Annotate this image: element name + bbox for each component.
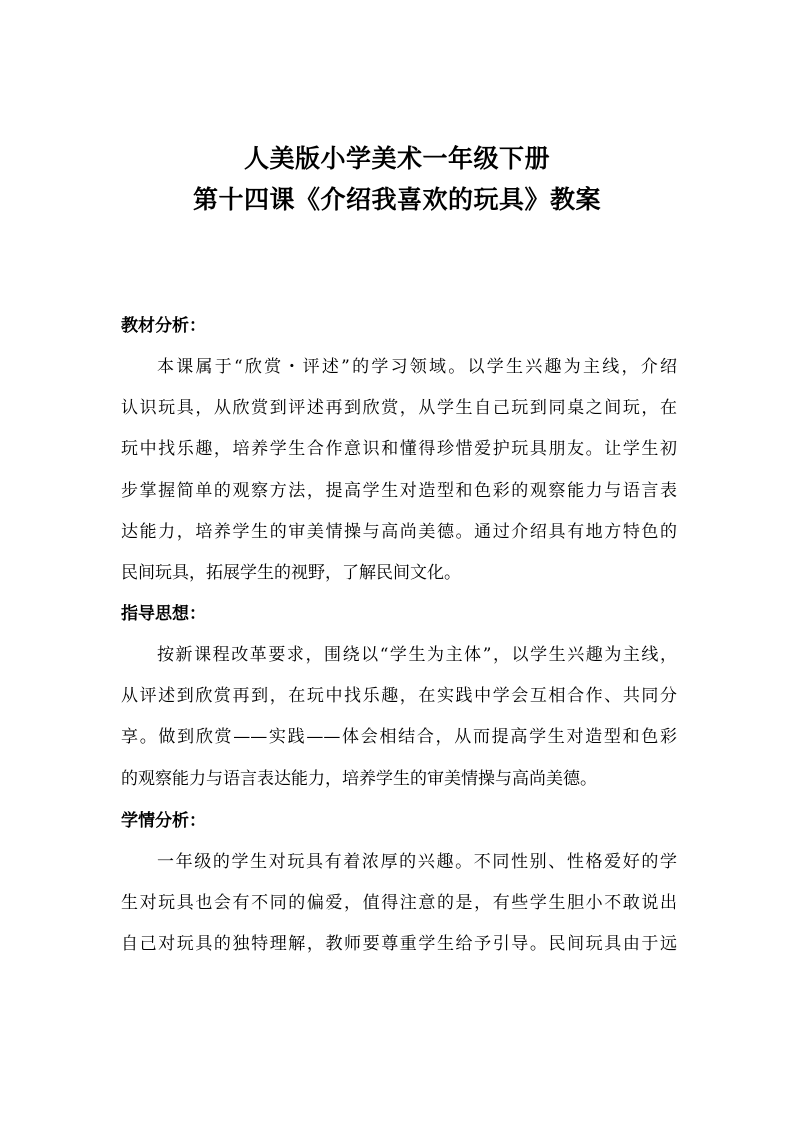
paragraph-line: 本课属于“欣赏・评述”的学习领域。以学生兴趣为主线，介绍: [157, 357, 677, 377]
document-title: 人美版小学美术一年级下册: [243, 144, 550, 173]
paragraph-line: 享。做到欣赏——实践——体会相结合，从而提高学生对造型和色彩: [121, 727, 677, 747]
section-heading: 学情分析：: [121, 811, 206, 831]
paragraph-line: 生对玩具也会有不同的偏爱，值得注意的是，有些学生胆小不敢说出: [121, 893, 677, 913]
document-subtitle: 第十四课《介绍我喜欢的玩具》教案: [192, 185, 601, 214]
paragraph-line: 自己对玩具的独特理解，教师要尊重学生给予引导。民间玩具由于远: [121, 934, 677, 954]
paragraph-line: 玩中找乐趣，培养学生合作意识和懂得珍惜爱护玩具朋友。让学生初: [121, 439, 677, 459]
paragraph-line: 从评述到欣赏再到，在玩中找乐趣，在实践中学会互相合作、共同分: [121, 686, 677, 706]
section-heading: 指导思想：: [121, 604, 206, 624]
section-heading: 教材分析：: [121, 316, 206, 336]
paragraph-line: 一年级的学生对玩具有着浓厚的兴趣。不同性别、性格爱好的学: [157, 852, 677, 872]
paragraph-line: 按新课程改革要求，围绕以“学生为主体”，以学生兴趣为主线，: [157, 645, 677, 665]
paragraph-line: 的观察能力与语言表达能力，培养学生的审美情操与高尚美德。: [121, 769, 597, 789]
paragraph-line: 认识玩具，从欣赏到评述再到欣赏，从学生自己玩到同桌之间玩，在: [121, 398, 677, 418]
paragraph-line: 达能力，培养学生的审美情操与高尚美德。通过介绍具有地方特色的: [121, 522, 677, 542]
paragraph-line: 民间玩具，拓展学生的视野，了解民间文化。: [121, 563, 461, 583]
paragraph-line: 步掌握简单的观察方法，提高学生对造型和色彩的观察能力与语言表: [121, 481, 677, 501]
